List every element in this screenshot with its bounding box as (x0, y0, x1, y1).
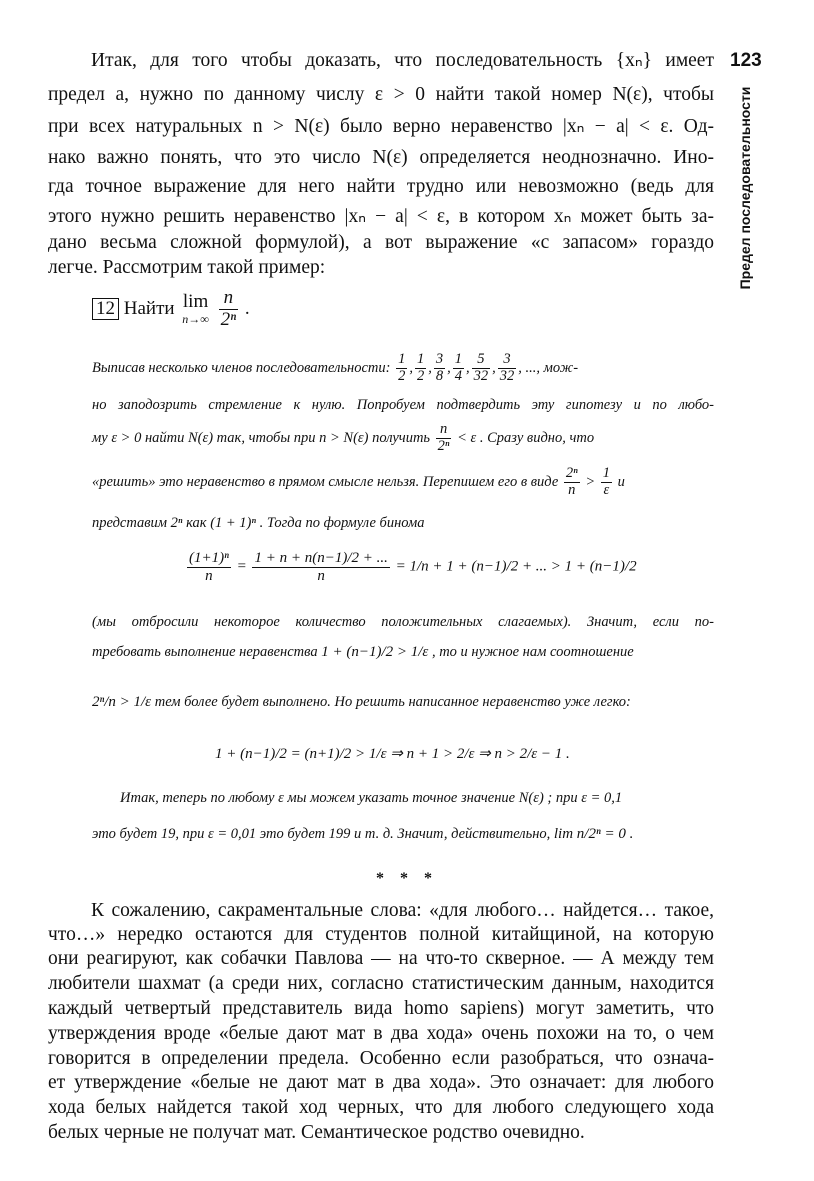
solution-line-3: му ε > 0 найти N(ε) так, чтобы при n > N(ε) получить $\frac{n}{\text{2ⁿ}}$ < ε . Сразу видно, что (92, 421, 595, 454)
solution-line-10: это будет 19, при ε = 0,01 это будет 199 и т. д. Значит, действительно, lim n/2ⁿ = 0 . (92, 826, 634, 842)
solution-line-8: 2ⁿ/n > 1/ε тем более будет выполнено. Но решить написанное неравенство уже легко: (92, 694, 631, 710)
outro-line-1: К сожалению, сакраментальные слова: «для любого… найдется… такое, (91, 900, 714, 921)
intro-line-3: при всех натуральных n > N(ε) было верно неравенство |xₙ − a| < ε. Од- (48, 116, 714, 137)
inequality-chain: 1 + (n−1)/2 = (n+1)/2 > 1/ε ⇒ n + 1 > 2/ε ⇒ n > 2/ε − 1 . (215, 746, 570, 762)
sequence-term: $\frac{3}{32}$ (499, 351, 515, 384)
intro-line-6: этого нужно решить неравенство |xₙ − a| < ε, в котором xₙ может быть за- (48, 206, 714, 227)
outro-line-7: говорится в определении предела. Особенно если разобраться, что означа- (48, 1048, 714, 1069)
example-task-label: Найти (123, 297, 175, 319)
solution-line-5: представим 2ⁿ как (1 + 1)ⁿ . Тогда по формуле бинома (92, 515, 425, 531)
solution-line-6: (мы отбросили некоторое количество положительных слагаемых). Значит, если по- (92, 614, 714, 630)
intro-line-2: предел a, нужно по данному числу ε > 0 найти такой номер N(ε), чтобы (48, 84, 714, 105)
intro-line-8: легче. Рассмотрим такой пример: (48, 257, 326, 278)
example-number: 12 (92, 298, 119, 320)
outro-line-3: они реагируют, как собачки Павлова — на что-то скверное. — А между тем (48, 948, 714, 969)
intro-line-7: дано весьма сложной формулой), а вот выражение «с запасом» гораздо (48, 232, 714, 253)
example-fraction: $\frac{n}{\text{2ⁿ}}$ (220, 287, 237, 330)
solution-line-7: требовать выполнение неравенства 1 + (n−1)/2 > 1/ε , то и нужное нам соотношение (92, 644, 634, 660)
outro-line-9: хода белых найдется такой ход черных, что для любого следующего хода (48, 1097, 714, 1118)
sequence-term: $\frac{3}{8}$ (435, 351, 444, 384)
outro-line-4: любители шахмат (а среди них, согласно статистическим данным, находится (48, 973, 714, 994)
page-number: 123 (730, 50, 762, 71)
running-title: Предел последовательности (737, 86, 753, 290)
solution-line-4: «решить» это неравенство в прямом смысле нельзя. Перепишем его в виде $\frac{\text{2ⁿ}}{n}$ > $\frac{1}{\varepsilon}$ и (92, 465, 625, 498)
outro-line-5: каждый четвертый представитель вида homo sapiens) могут заметить, что (48, 998, 714, 1019)
intro-line-5: гда точное выражение для него найти трудно или невозможно (ведь для (48, 176, 714, 197)
solution-line-1: Выписав несколько членов последовательности: $\frac{1}{2}$ , $\frac{1}{2}$ , $\frac{3}{8}$ , $\frac{1}{4}$ , $\frac{5}{32}$ , $\frac{3}{32}$ , ..., мож- (92, 351, 579, 384)
outro-line-8: ет утверждение «белые не дают мат в два хода». Это означает: для любого (48, 1072, 714, 1093)
outro-line-10: белых черные не получат мат. Семантическое родство очевидно. (48, 1122, 585, 1143)
sequence-term: $\frac{1}{4}$ (454, 351, 462, 384)
section-separator: * * * (376, 870, 438, 887)
intro-line-1: Итак, для того чтобы доказать, что последовательность {xₙ} имеет (91, 50, 714, 71)
sequence-term: $\frac{1}{2}$ (398, 351, 406, 384)
example-statement: 12 Найти lim n→∞ $\frac{n}{\text{2ⁿ}}$ . (92, 288, 250, 331)
binomial-formula: $\frac{\text{(1+1)ⁿ}}{n}$ = $\frac{1 + n + n(n-1)/2 + ...}{n}$ = 1/n + 1 + (n−1)/2 + ... > 1 + (n−1)/2 (189, 550, 637, 584)
outro-line-6: утверждения вроде «белые дают мат в два хода» очень похожи на то, о чем (48, 1023, 714, 1044)
solution-line-9: Итак, теперь по любому ε мы можем указать точное значение N(ε) ; при ε = 0,1 (120, 790, 623, 806)
sequence-term: $\frac{5}{32}$ (473, 351, 489, 384)
limit-operator: lim n→∞ (182, 291, 209, 327)
outro-line-2: что…» нередко остаются для студентов полной китайщиной, на которую (48, 924, 714, 945)
solution-line-2: но заподозрить стремление к нулю. Попробуем подтвердить эту гипотезу и по любо- (92, 397, 714, 413)
sequence-terms: $\frac{1}{2}$ , $\frac{1}{2}$ , $\frac{3}{8}$ , $\frac{1}{4}$ , $\frac{5}{32}$ , $\frac{3}{32}$ (398, 351, 515, 384)
sequence-term: $\frac{1}{2}$ (416, 351, 425, 384)
intro-line-4: нако важно понять, что это число N(ε) определяется неоднозначно. Ино- (48, 147, 714, 168)
